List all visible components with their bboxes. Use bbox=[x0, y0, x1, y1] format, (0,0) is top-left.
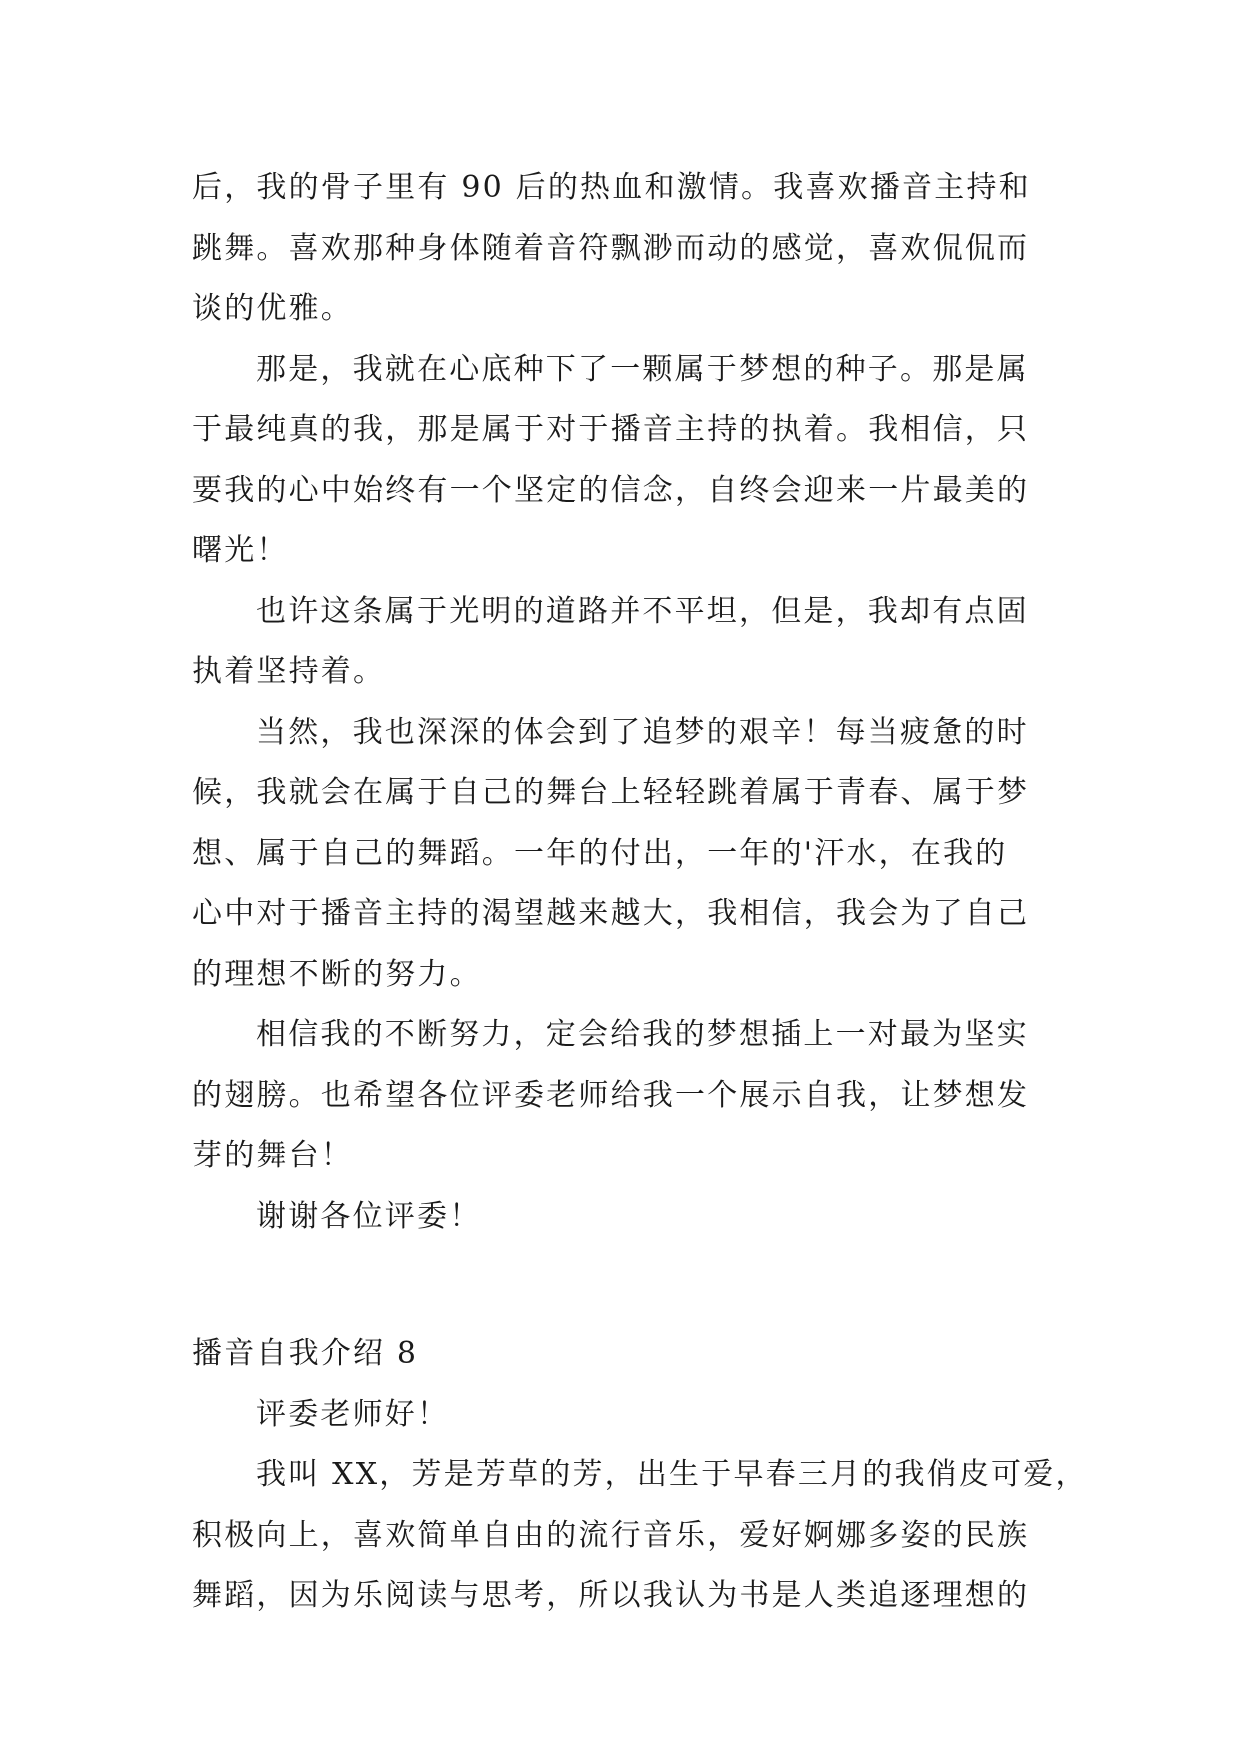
section-heading: 播音自我介绍 8 bbox=[192, 1336, 419, 1371]
paragraph-1 bbox=[192, 158, 1054, 340]
text-line: 后，我的骨子里有 90 后的热血和激情。我喜欢播音主持和 bbox=[192, 170, 1031, 205]
text-line: 心中对于播音主持的渴望越来越大，我相信，我会为了自己 bbox=[192, 896, 1030, 931]
text-line: 候，我就会在属于自己的舞台上轻轻跳着属于青春、属于梦 bbox=[192, 775, 1030, 810]
paragraph-5 bbox=[192, 1005, 1054, 1187]
text-line: 跳舞。喜欢那种身体随着音符飘渺而动的感觉，喜欢侃侃而 bbox=[192, 230, 1030, 266]
paragraph-7 bbox=[192, 1385, 1054, 1446]
paragraph-4 bbox=[192, 703, 1054, 1006]
text-line: 想、属于自己的舞蹈。一年的付出，一年的'汗水，在我的 bbox=[192, 835, 1008, 871]
text-line: 谈的优雅。 bbox=[192, 291, 353, 326]
paragraph-2 bbox=[192, 340, 1054, 582]
text-line: 评委老师好！ bbox=[256, 1396, 450, 1432]
paragraph-3 bbox=[192, 582, 1054, 703]
paragraph-6 bbox=[192, 1187, 1054, 1248]
section-spacer bbox=[192, 1247, 1054, 1324]
text-line: 积极向上，喜欢简单自由的流行音乐，爱好婀娜多姿的民族 bbox=[192, 1517, 1030, 1553]
text-line: 的翅膀。也希望各位评委老师给我一个展示自我，让梦想发 bbox=[192, 1077, 1030, 1113]
text-line: 于最纯真的我，那是属于对于播音主持的执着。我相信，只 bbox=[192, 412, 1030, 447]
text-line: 执着坚持着。 bbox=[192, 654, 386, 689]
text-line: 也许这条属于光明的道路并不平坦，但是，我却有点固 bbox=[256, 593, 1029, 629]
text-line: 那是，我就在心底种下了一颗属于梦想的种子。那是属 bbox=[256, 351, 1029, 387]
text-line: 曙光！ bbox=[192, 533, 289, 568]
text-line: 要我的心中始终有一个坚定的信念，自终会迎来一片最美的 bbox=[192, 472, 1030, 508]
text-line: 当然，我也深深的体会到了追梦的艰辛！每当疲惫的时 bbox=[256, 714, 1029, 750]
text-line: 芽的舞台！ bbox=[192, 1138, 353, 1173]
text-line: 的理想不断的努力。 bbox=[192, 956, 482, 992]
document-page bbox=[192, 158, 1088, 1627]
text-line: 舞蹈，因为乐阅读与思考，所以我认为书是人类追逐理想的 bbox=[192, 1578, 1030, 1613]
text-line: 相信我的不断努力，定会给我的梦想插上一对最为坚实 bbox=[256, 1017, 1029, 1052]
paragraph-8 bbox=[192, 1445, 1088, 1627]
text-line: 谢谢各位评委！ bbox=[256, 1198, 482, 1234]
text-line: 我叫 XX，芳是芳草的芳，出生于早春三月的我俏皮可爱， bbox=[256, 1457, 1088, 1492]
